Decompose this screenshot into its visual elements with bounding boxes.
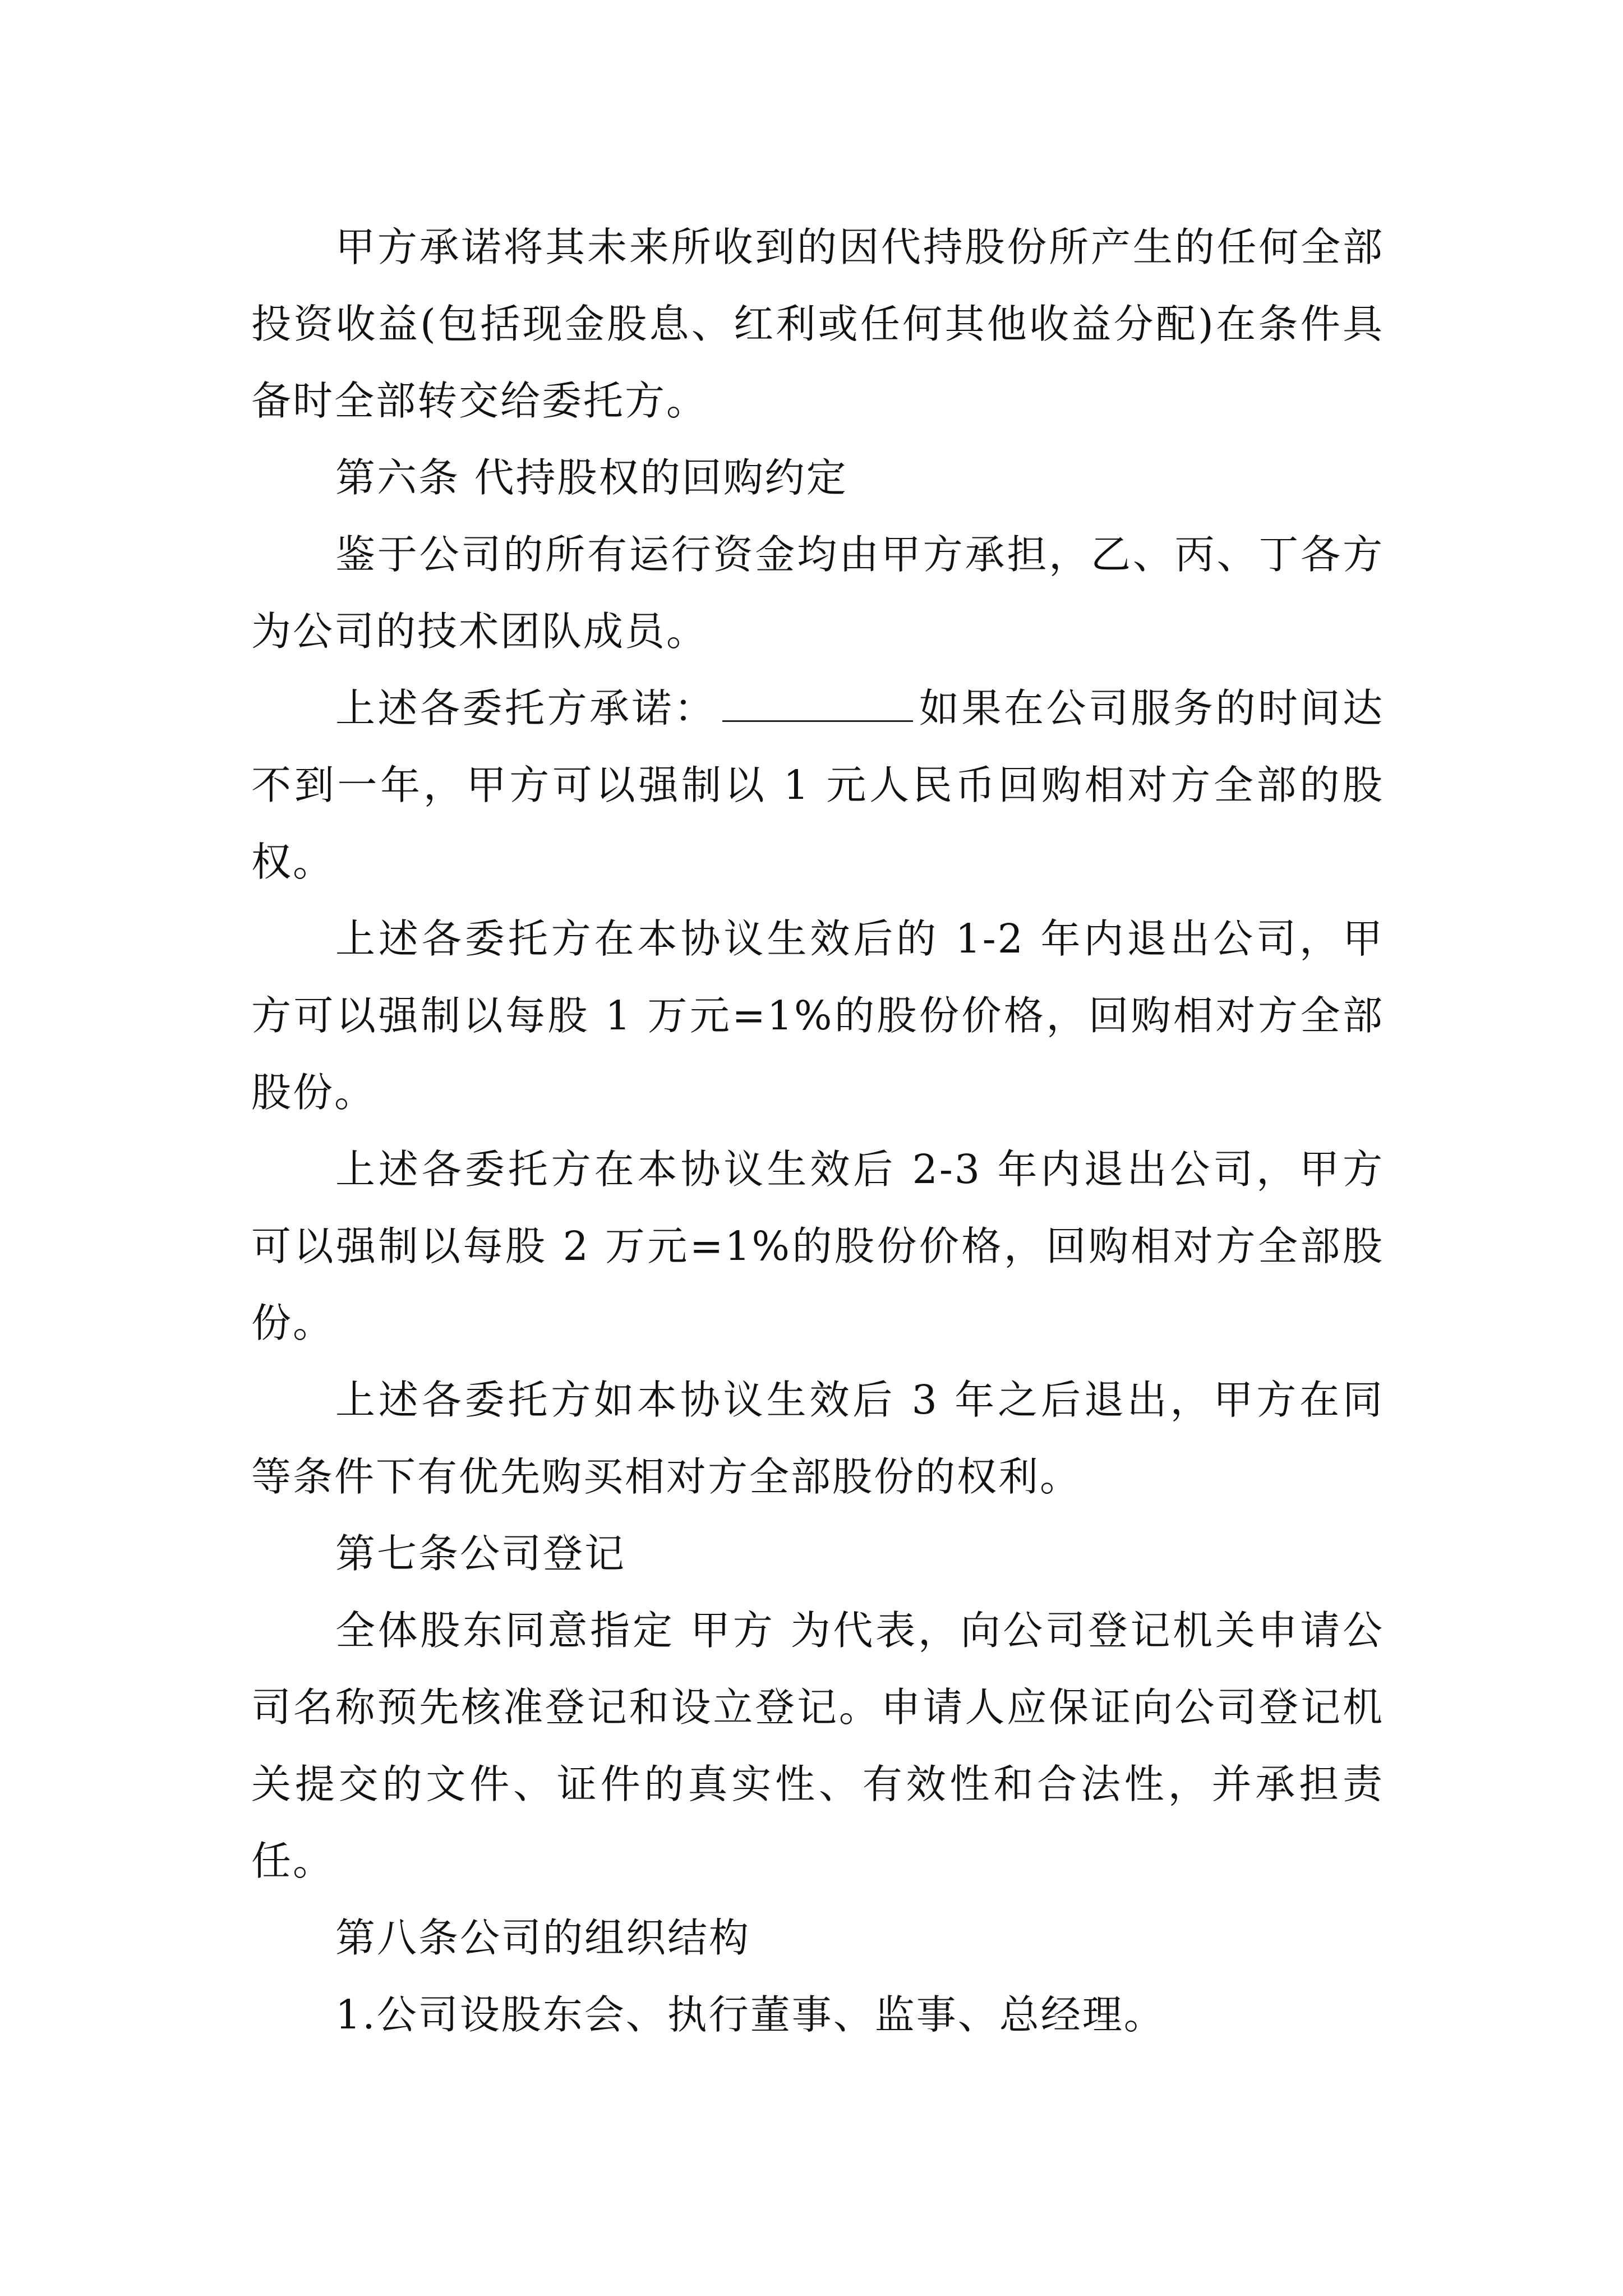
paragraph-one-year-buyback-lead: 上述各委托方承诺： bbox=[335, 685, 717, 731]
paragraph-profit-transfer: 甲方承诺将其未来所收到的因代持股份所产生的任何全部投资收益(包括现金股息、红利或任何其他收益分配)在条件具备时全部转交给委托方。 bbox=[251, 224, 1384, 424]
paragraph-one-year-buyback bbox=[251, 670, 1384, 900]
paragraph-registration: 全体股东同意指定 甲方 为代表，向公司登记机关申请公司名称预先核准登记和设立登记。申请人应保证向公司登记机关提交的文件、证件的真实性、有效性和合法性，并承担责任。 bbox=[251, 1607, 1384, 1884]
article-6-heading: 第六条 代持股权的回购约定 bbox=[335, 454, 848, 501]
paragraph-one-year-buyback-rest: 如果在公司服务的时间达不到一年，甲方可以强制以 1 元人民币回购相对方全部的股权。 bbox=[251, 685, 1384, 885]
paragraph-funding: 鉴于公司的所有运行资金均由甲方承担，乙、丙、丁各方为公司的技术团队成员。 bbox=[251, 531, 1384, 655]
paragraph-2-3-year-buyback: 上述各委托方在本协议生效后 2-3 年内退出公司，甲方可以强制以每股 2 万元=1%的股份价格，回购相对方全部股份。 bbox=[251, 1146, 1384, 1346]
article-8-heading: 第八条公司的组织结构 bbox=[335, 1915, 751, 1961]
article-7-heading: 第七条公司登记 bbox=[335, 1530, 626, 1577]
fill-in-blank bbox=[722, 687, 913, 722]
paragraph-3-year-preemption: 上述各委托方如本协议生效后 3 年之后退出，甲方在同等条件下有优先购买相对方全部股份的权利。 bbox=[251, 1377, 1384, 1500]
document-body bbox=[251, 209, 1384, 2053]
paragraph-1-2-year-buyback: 上述各委托方在本协议生效后的 1-2 年内退出公司，甲方可以强制以每股 1 万元=1%的股份价格，回购相对方全部股份。 bbox=[251, 915, 1384, 1116]
paragraph-organization: 1.公司设股东会、执行董事、监事、总经理。 bbox=[335, 1991, 1165, 2038]
